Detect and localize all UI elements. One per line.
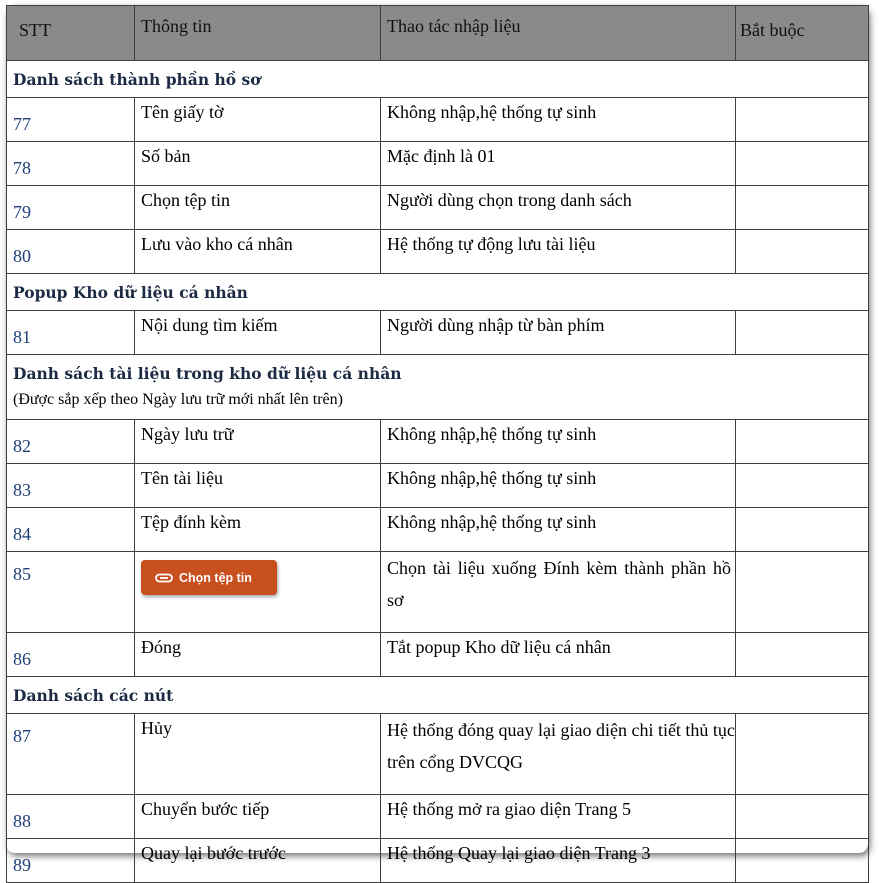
table-row: [7, 552, 869, 633]
row-required: [736, 142, 869, 186]
table-header-row: [7, 6, 869, 61]
row-required: [736, 186, 869, 230]
table-row: [7, 508, 869, 552]
section-row: [7, 274, 869, 311]
table-row: [7, 230, 869, 274]
section-doclist: Danh sách tài liệu trong kho dữ liệu cá nhân: [7, 355, 869, 392]
table-row: [7, 186, 869, 230]
row-action: Hệ thống đóng quay lại giao diện chi tiết thủ tục trên cổng DVCQG: [381, 714, 736, 795]
section-popup: Popup Kho dữ liệu cá nhân: [7, 274, 869, 311]
row-info: Ngày lưu trữ: [135, 420, 381, 464]
table-row: [7, 142, 869, 186]
row-info: Nội dung tìm kiếm: [135, 311, 381, 355]
row-required: [736, 98, 869, 142]
row-info: Lưu vào kho cá nhân: [135, 230, 381, 274]
table-row: [7, 633, 869, 677]
row-action: Chọn tài liệu xuống Đính kèm thành phần hồ sơ: [381, 552, 736, 633]
row-required: [736, 420, 869, 464]
table-row: [7, 420, 869, 464]
header-action: Thao tác nhập liệu: [381, 6, 736, 61]
row-info: Chuyển bước tiếp: [135, 795, 381, 839]
row-info: [135, 552, 381, 633]
section-buttons: Danh sách các nút: [7, 677, 869, 714]
row-number: 79: [7, 186, 135, 230]
table-row: [7, 311, 869, 355]
row-required: [736, 839, 869, 883]
specification-table-frame: [6, 5, 868, 875]
row-required: [736, 311, 869, 355]
row-action: Hệ thống mở ra giao diện Trang 5: [381, 795, 736, 839]
row-action: Người dùng nhập từ bàn phím: [381, 311, 736, 355]
row-action: Hệ thống Quay lại giao diện Trang 3: [381, 839, 736, 883]
row-number: 85: [7, 552, 135, 633]
row-number: 82: [7, 420, 135, 464]
row-action: Người dùng chọn trong danh sách: [381, 186, 736, 230]
row-action: Không nhập,hệ thống tự sinh: [381, 98, 736, 142]
row-number: 83: [7, 464, 135, 508]
section-doclist-note: (Được sắp xếp theo Ngày lưu trữ mới nhất lên trên): [7, 391, 869, 420]
row-required: [736, 508, 869, 552]
choose-file-button[interactable]: [141, 560, 277, 595]
section-row: [7, 355, 869, 392]
choose-file-button-label: Chọn tệp tin: [179, 570, 252, 585]
header-required: Bắt buộc: [736, 6, 869, 61]
row-info: Tên tài liệu: [135, 464, 381, 508]
row-action: Tắt popup Kho dữ liệu cá nhân: [381, 633, 736, 677]
row-action: Không nhập,hệ thống tự sinh: [381, 420, 736, 464]
row-required: [736, 714, 869, 795]
row-info: Tệp đính kèm: [135, 508, 381, 552]
row-info: Chọn tệp tin: [135, 186, 381, 230]
row-number: 89: [7, 839, 135, 883]
row-required: [736, 552, 869, 633]
row-required: [736, 795, 869, 839]
row-required: [736, 464, 869, 508]
row-action: Hệ thống tự động lưu tài liệu: [381, 230, 736, 274]
row-number: 78: [7, 142, 135, 186]
row-required: [736, 633, 869, 677]
row-number: 81: [7, 311, 135, 355]
row-required: [736, 230, 869, 274]
row-action: Không nhập,hệ thống tự sinh: [381, 464, 736, 508]
row-number: 86: [7, 633, 135, 677]
row-info: Tên giấy tờ: [135, 98, 381, 142]
table-row: [7, 839, 869, 883]
header-stt: STT: [7, 6, 135, 61]
row-number: 80: [7, 230, 135, 274]
row-info: Quay lại bước trước: [135, 839, 381, 883]
row-number: 84: [7, 508, 135, 552]
paperclip-icon: [155, 573, 173, 583]
row-action: Mặc định là 01: [381, 142, 736, 186]
row-info: Số bản: [135, 142, 381, 186]
table-row: [7, 464, 869, 508]
row-number: 87: [7, 714, 135, 795]
row-number: 88: [7, 795, 135, 839]
section-row: [7, 677, 869, 714]
section-components: Danh sách thành phần hồ sơ: [7, 61, 869, 98]
table-row: [7, 98, 869, 142]
header-info: Thông tin: [135, 6, 381, 61]
specification-table: [6, 5, 869, 883]
section-note-row: [7, 391, 869, 420]
section-row: [7, 61, 869, 98]
row-number: 77: [7, 98, 135, 142]
table-row: [7, 714, 869, 795]
row-action: Không nhập,hệ thống tự sinh: [381, 508, 736, 552]
row-info: Hủy: [135, 714, 381, 795]
row-info: Đóng: [135, 633, 381, 677]
table-row: [7, 795, 869, 839]
